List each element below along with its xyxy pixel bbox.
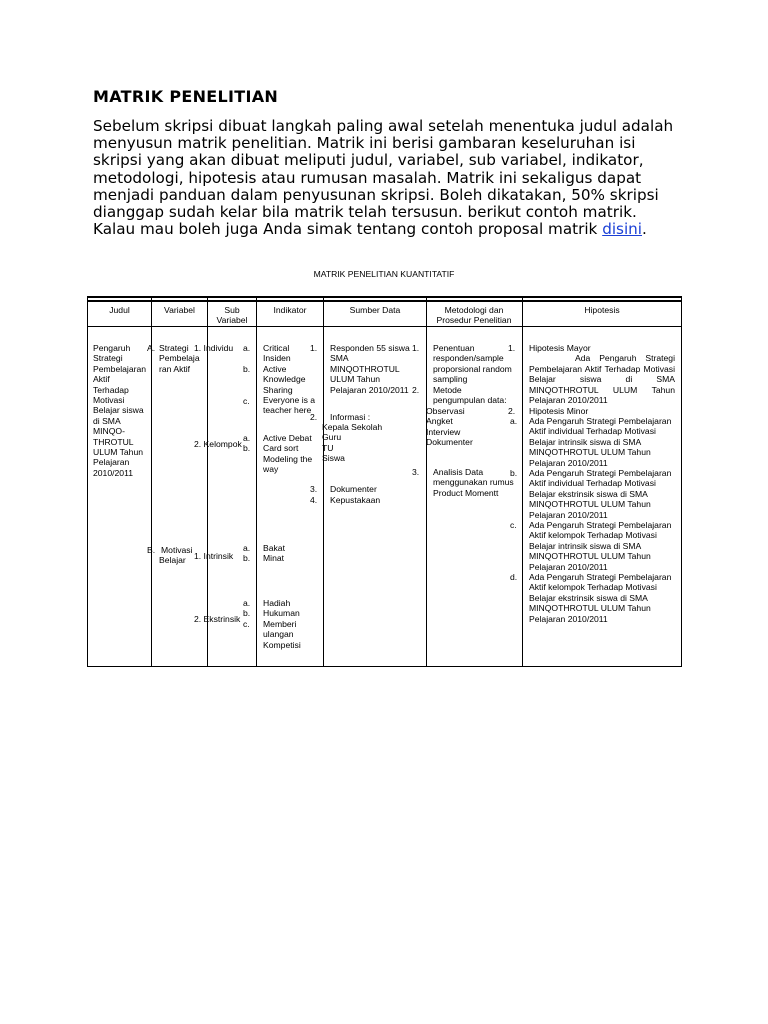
hipotesis-minor-d: Ada Pengaruh Strategi Pembelajaran Aktif kelompok Terhadap Motivasi Belajar ekstrinsik siswa di SMA MINQOTHROTUL ULUM Tahun Pelajaran 2010/2011 <box>529 572 672 624</box>
hipotesis-mayor-line: MINQOTHROTUL ULUM Tahun <box>529 385 675 395</box>
judul-cell: Pengaruh Strategi Pembelajaran Aktif Terhadap Motivasi Belajar siswa di SMA MINQO- THROTUL ULUM Tahun Pelajaran 2010/2011 <box>93 343 147 478</box>
header-judul: Judul <box>109 305 130 315</box>
indikator-marker: c. <box>243 396 250 406</box>
sub-variabel-individu: 1. Individu <box>194 343 234 353</box>
hipotesis-marker: d. <box>510 572 518 582</box>
hipotesis-mayor-line: Ada Pengaruh Strategi <box>575 353 675 363</box>
hipotesis-mayor-title: Hipotesis Mayor <box>529 343 591 353</box>
metodologi-metode: Metode pengumpulan data: <box>433 385 507 406</box>
intro-text: Sebelum skripsi dibuat langkah paling awal setelah menentuka judul adalah menyusun matrik penelitian. Matrik ini berisi gambaran keseluruhan isi skripsi yang akan dibuat meliputi judul, variabel, sub variabel, indikator, metodologi, hipotesis atau rumusan masalah. Matrik ini sekaligus dapat menjadi panduan dalam penyusunan skripsi. Boleh dikatakan, 50% skripsi dianggap sudah kelar bila matrik telah tersusun. berikut contoh matrik. Kalau mau boleh juga Anda simak tentang contoh proposal matrik <box>93 117 674 239</box>
page-title: MATRIK PENELITIAN <box>93 87 279 106</box>
sumber-informasi: Informasi : <box>330 412 371 422</box>
sumber-number: 3. <box>310 484 318 494</box>
indikator-marker: b. <box>243 608 251 618</box>
variabel-b: Motivasi Belajar <box>159 545 193 566</box>
header-metodologi: Metodologi dan Prosedur Penelitian <box>436 305 512 326</box>
intro-paragraph <box>93 118 678 238</box>
table-top-rule-2 <box>87 300 682 302</box>
indikator-marker: a. <box>243 598 251 608</box>
sub-variabel-intrinsik: 1. Intrinsik <box>194 551 234 561</box>
sub-variabel-ekstrinsik: 2. Ekstrinsik <box>194 614 241 624</box>
header-hipotesis: Hipotesis <box>584 305 620 315</box>
hipotesis-minor-a: Ada Pengaruh Strategi Pembelajaran Aktif individual Terhadap Motivasi Belajar intrinsik siswa di SMA MINQOTHROTUL ULUM Tahun Pelajaran 2010/2011 <box>529 416 672 468</box>
disini-link[interactable]: disini <box>602 220 643 239</box>
indikator-marker: c. <box>243 619 250 629</box>
sumber-responden: Responden 55 siswa SMA MINQOTHROTUL ULUM Tahun Pelajaran 2010/2011 <box>330 343 410 395</box>
table-header-rule <box>87 326 682 327</box>
indikator-group-3: Bakat Minat <box>263 543 285 564</box>
table-top-rule-1 <box>87 296 682 298</box>
hipotesis-marker-2: 2. <box>508 406 516 416</box>
sumber-dokumenter: Dokumenter <box>330 484 377 494</box>
variabel-a: Strategi Pembelaja ran Aktif <box>159 343 200 374</box>
indikator-group-4: Hadiah Hukuman Memberi ulangan Kompetisi <box>263 598 301 650</box>
indikator-marker: b. <box>243 364 251 374</box>
col-line-4 <box>323 297 324 667</box>
table-bottom-rule <box>87 666 682 667</box>
metodologi-items: Observasi Angket Interview Dokumenter <box>426 406 473 448</box>
indikator-marker: a. <box>243 543 251 553</box>
header-indikator: Indikator <box>273 305 307 315</box>
sumber-number: 4. <box>310 495 318 505</box>
hipotesis-marker-1: 1. <box>508 343 516 353</box>
col-line-5 <box>426 297 427 667</box>
col-line-3 <box>256 297 257 667</box>
table-caption: MATRIK PENELITIAN KUANTITATIF <box>313 269 455 279</box>
indikator-group-1: Critical Insiden Active Knowledge Sharing Everyone is a teacher here <box>263 343 316 416</box>
header-variabel: Variabel <box>164 305 195 315</box>
header-sub-variabel: Sub Variabel <box>216 305 248 326</box>
metodologi-number: 3. <box>412 467 420 477</box>
variabel-b-marker: B. <box>147 545 156 555</box>
hipotesis-mayor-line: Belajar siswa di SMA <box>529 374 675 384</box>
hipotesis-mayor-line: Pembelajaran Aktif Terhadap Motivasi <box>529 364 675 374</box>
sumber-number: 2. <box>310 412 318 422</box>
sumber-informasi-list: Kepala Sekolah Guru TU Siswa <box>322 422 383 464</box>
hipotesis-marker: a. <box>510 416 518 426</box>
sumber-number: 1. <box>310 343 318 353</box>
col-line-6 <box>522 297 523 667</box>
indikator-marker: a. <box>243 343 251 353</box>
hipotesis-minor-c: Ada Pengaruh Strategi Pembelajaran Aktif kelompok Terhadap Motivasi Belajar intrinsik siswa di SMA MINQOTHROTUL ULUM Tahun Pelajaran 2010/2011 <box>529 520 672 572</box>
hipotesis-marker: b. <box>510 468 518 478</box>
metodologi-number: 2. <box>412 385 420 395</box>
intro-end: . <box>642 220 647 239</box>
indikator-marker: b. <box>243 443 251 453</box>
metodologi-penentuan: Penentuan responden/sample proporsional random sampling <box>433 343 512 385</box>
hipotesis-marker: c. <box>510 520 517 530</box>
indikator-marker: b. <box>243 553 251 563</box>
col-line-0 <box>87 297 88 667</box>
hipotesis-mayor-end: Pelajaran 2010/2011 <box>529 395 608 405</box>
col-line-7 <box>681 297 682 667</box>
hipotesis-minor-title: Hipotesis Minor <box>529 406 589 416</box>
hipotesis-minor-b: Ada Pengaruh Strategi Pembelajaran Aktif individual Terhadap Motivasi Belajar ekstrinsik siswa di SMA MINQOTHROTUL ULUM Tahun Pelajaran 2010/2011 <box>529 468 672 520</box>
variabel-a-marker: A. <box>147 343 156 353</box>
metodologi-number: 1. <box>412 343 420 353</box>
indikator-marker: a. <box>243 433 251 443</box>
sumber-kepustakaan: Kepustakaan <box>330 495 381 505</box>
metodologi-analisis: Analisis Data menggunakan rumus Product Momentt <box>433 467 514 498</box>
header-sumber-data: Sumber Data <box>349 305 401 315</box>
sub-variabel-kelompok: 2. Kelompok <box>194 439 242 449</box>
indikator-group-2: Active Debat Card sort Modeling the way <box>263 433 313 475</box>
